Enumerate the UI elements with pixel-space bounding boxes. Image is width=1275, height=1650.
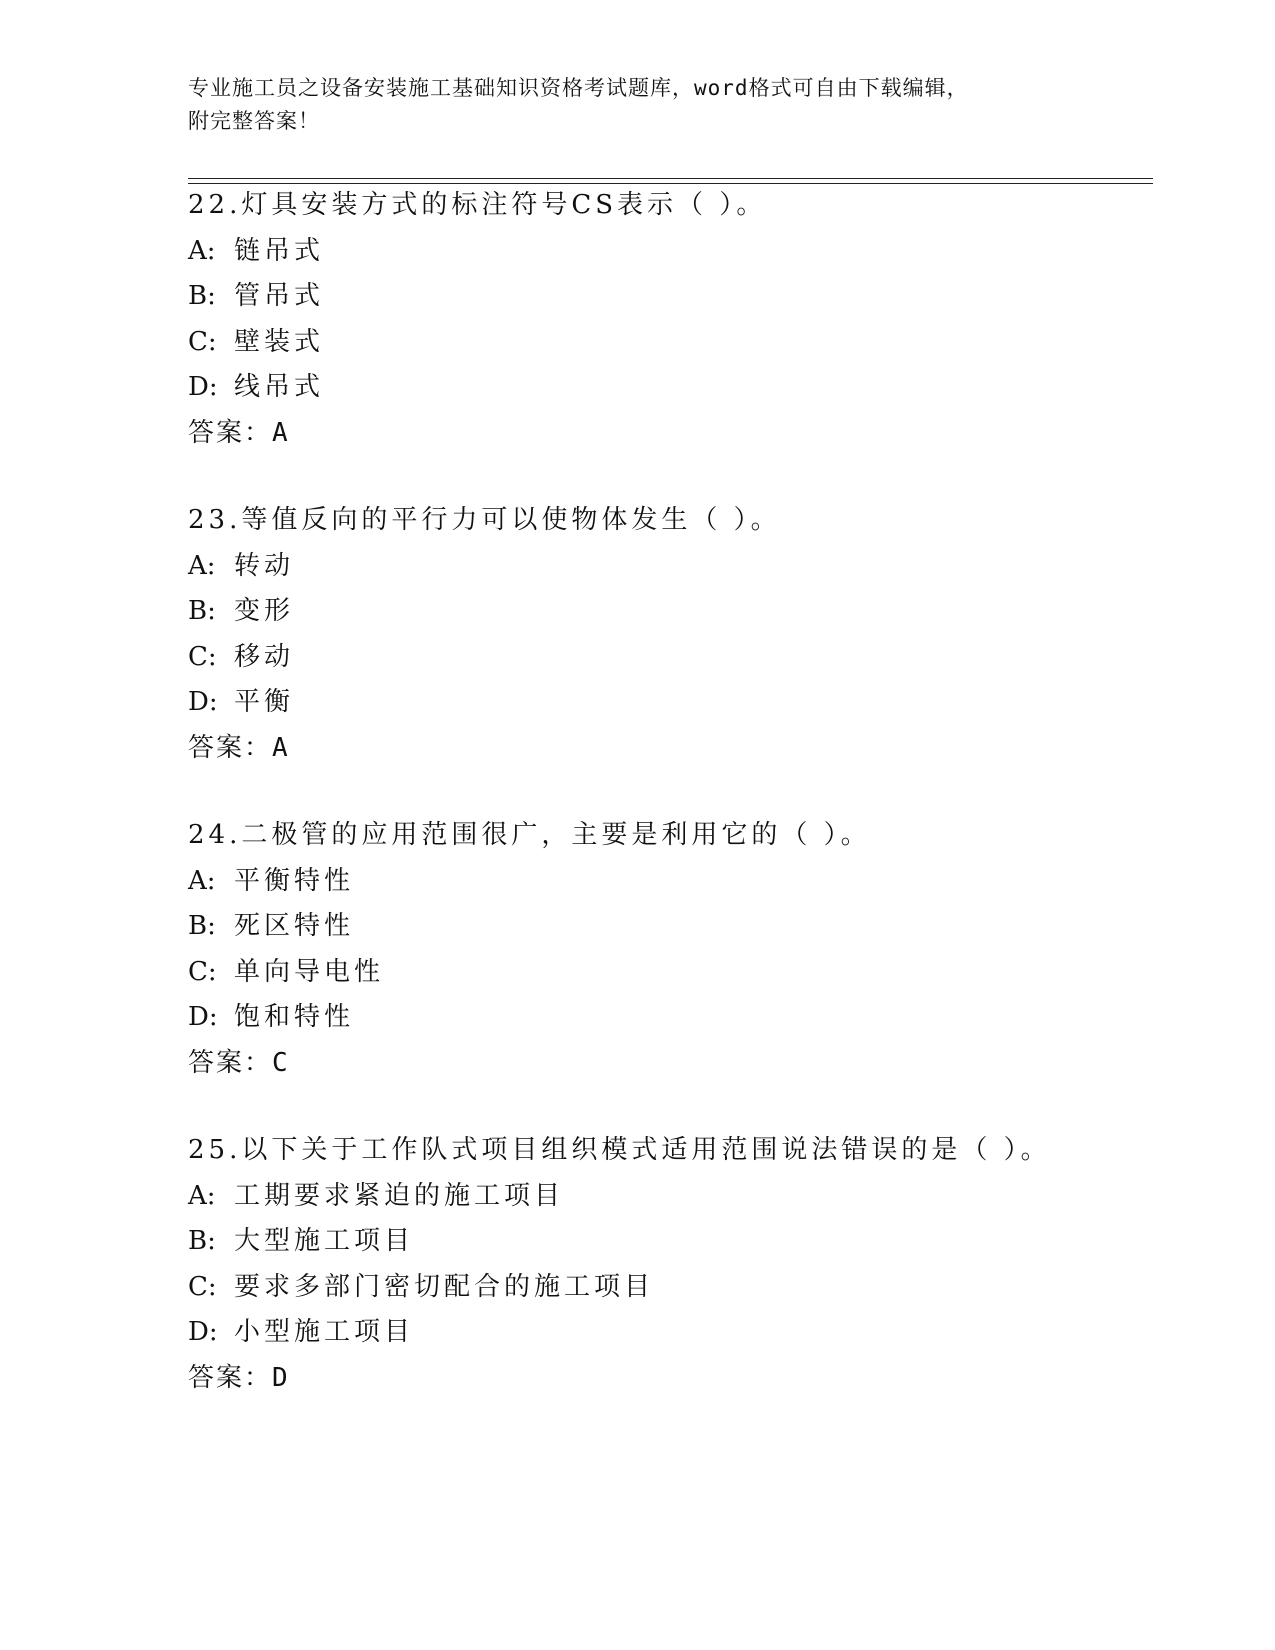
answer-label: 答案： (188, 417, 273, 448)
option-text: 大型施工项目 (234, 1226, 415, 1256)
option-d (188, 680, 1148, 726)
question-block (188, 498, 1148, 771)
option-text: 饱和特性 (234, 1002, 355, 1032)
answer-value: A (272, 417, 290, 448)
answer-label: 答案： (188, 732, 273, 763)
option-text: 管吊式 (234, 281, 325, 311)
answer-value: D (272, 1362, 290, 1393)
answer-line (188, 726, 1148, 772)
header-line-2: 附完整答案！ (188, 109, 320, 133)
option-letter: B: (188, 1226, 216, 1256)
option-a (188, 544, 1148, 590)
option-text: 工期要求紧迫的施工项目 (234, 1180, 565, 1211)
option-letter: C: (188, 1271, 217, 1302)
option-text: 平衡 (234, 687, 295, 717)
option-letter: D: (188, 372, 218, 402)
option-letter: B: (188, 911, 216, 941)
question-stem: 23.等值反向的平行力可以使物体发生（ ）。 (188, 505, 781, 535)
option-text: 移动 (234, 641, 295, 672)
answer-value: C (272, 1047, 290, 1078)
answer-label: 答案： (188, 1047, 273, 1078)
option-letter: A: (188, 865, 216, 896)
option-c (188, 635, 1148, 681)
option-letter: A: (188, 550, 216, 581)
option-letter: C: (188, 956, 217, 987)
option-letter: C: (188, 641, 217, 672)
answer-line (188, 1356, 1148, 1402)
option-text: 死区特性 (234, 911, 355, 941)
question-block (188, 1128, 1148, 1401)
option-b (188, 1219, 1148, 1265)
question-stem: 22.灯具安装方式的标注符号CS表示（ ）。 (188, 190, 767, 220)
option-b (188, 274, 1148, 320)
document-header (188, 72, 1088, 138)
option-text: 线吊式 (234, 372, 325, 402)
question-block (188, 813, 1148, 1086)
answer-line (188, 411, 1148, 457)
option-c (188, 1265, 1148, 1311)
option-text: 转动 (234, 550, 295, 581)
option-letter: D: (188, 687, 218, 717)
question-block (188, 183, 1148, 456)
option-b (188, 589, 1148, 635)
option-letter: C: (188, 326, 217, 357)
option-text: 链吊式 (234, 235, 325, 266)
option-a (188, 859, 1148, 905)
option-a (188, 1174, 1148, 1220)
answer-value: A (272, 732, 290, 763)
question-stem: 24.二极管的应用范围很广，主要是利用它的（ ）。 (188, 820, 871, 850)
option-d (188, 995, 1148, 1041)
answer-line (188, 1041, 1148, 1087)
option-b (188, 904, 1148, 950)
option-text: 小型施工项目 (234, 1317, 415, 1347)
question-stem: 25.以下关于工作队式项目组织模式适用范围说法错误的是（ ）。 (188, 1135, 1051, 1165)
option-letter: B: (188, 281, 216, 311)
option-c (188, 320, 1148, 366)
option-text: 要求多部门密切配合的施工项目 (234, 1271, 655, 1302)
header-line-1: 专业施工员之设备安装施工基础知识资格考试题库，word格式可自由下载编辑， (188, 76, 969, 100)
option-text: 单向导电性 (234, 956, 385, 987)
option-letter: D: (188, 1317, 218, 1347)
option-letter: B: (188, 596, 216, 626)
option-text: 壁装式 (234, 326, 325, 357)
option-c (188, 950, 1148, 996)
option-text: 平衡特性 (234, 865, 355, 896)
option-text: 变形 (234, 596, 295, 626)
option-letter: A: (188, 1180, 216, 1211)
option-letter: A: (188, 235, 216, 266)
option-d (188, 365, 1148, 411)
option-d (188, 1310, 1148, 1356)
option-letter: D: (188, 1002, 218, 1032)
option-a (188, 229, 1148, 275)
header-divider-top (188, 178, 1153, 179)
answer-label: 答案： (188, 1362, 273, 1393)
